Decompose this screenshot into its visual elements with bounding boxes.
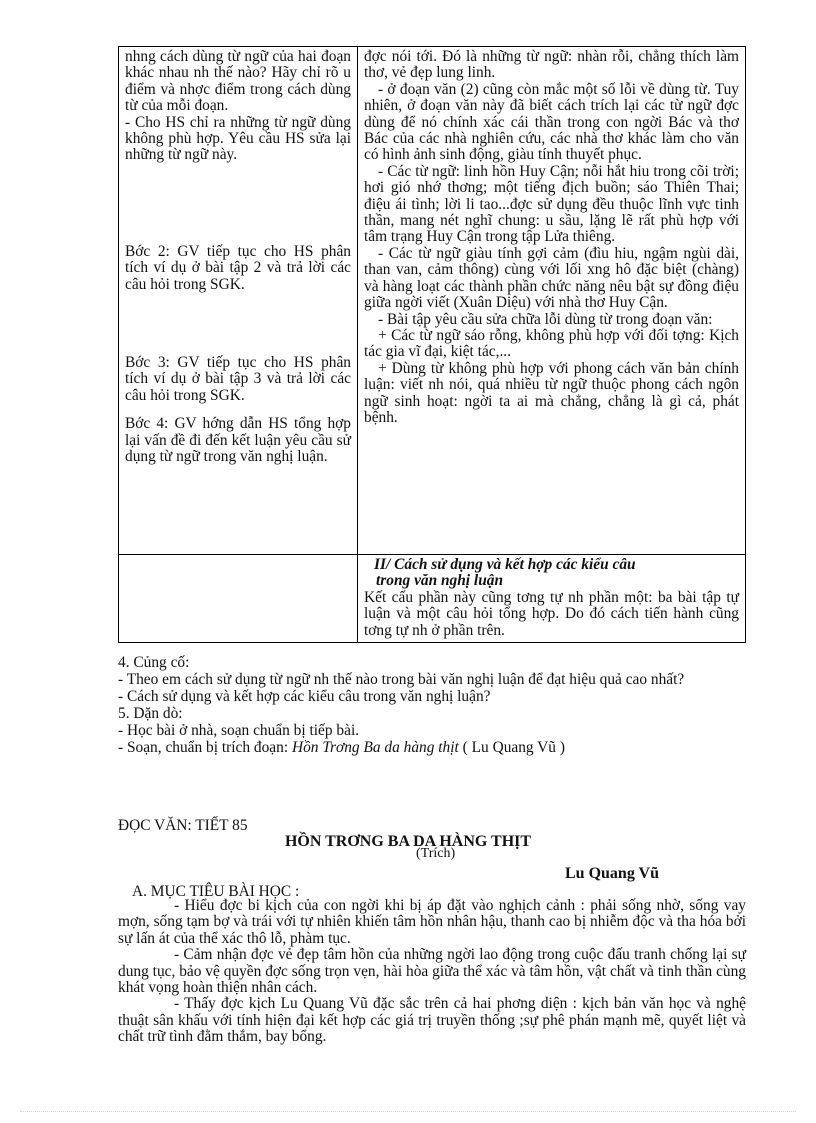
consolidation-heading: 4. Củng cố: xyxy=(118,654,190,671)
section-two-text: Kết cấu phần này cũng tơng tự nh phần một: ba bài tập tự luận và một câu hỏi tổng hợp. Do đó cách tiến hành cũng tơng tự nh ở phần trên. xyxy=(364,588,739,639)
objective-2: - Cảm nhận đợc vẻ đẹp tâm hồn của những ngời lao động trong cuộc đấu tranh chống lại sự dung tục, bảo vệ quyền đợc sống trọn vẹn, hài hòa giữa thể xác và tâm hồn, vật chất và tinh thần cùng khát vọng hoàn thiện nhân cách. xyxy=(118,946,746,997)
content-p1: đợc nói tới. Đó là những từ ngữ: nhàn rỗi, chẳng thích làm thơ, vẻ đẹp lung linh. xyxy=(364,48,739,82)
section-two-title-cont: trong văn nghị luận xyxy=(376,572,504,590)
empty-cell xyxy=(119,555,358,643)
consolidation-block xyxy=(118,654,746,756)
homework-d2-suffix: ( Lu Quang Vũ ) xyxy=(458,739,565,756)
table-row xyxy=(119,47,746,555)
content-cell xyxy=(358,47,746,555)
teacher-activity-cell xyxy=(119,47,358,555)
step2-text: Bớc 2: GV tiếp tục cho HS phân tích ví dụ ở bài tập 2 và trả lời các câu hỏi trong SGK. xyxy=(125,242,351,293)
table-row xyxy=(119,555,746,643)
page-divider xyxy=(20,1111,796,1112)
step1b-text: - Cho HS chỉ ra những từ ngữ dùng không phù hợp. Yêu cầu HS sửa lại những từ ngữ này. xyxy=(125,113,351,164)
objective-1: - Hiểu đợc bi kịch của con ngời khi bị áp đặt vào nghịch cảnh : phải sống nhờ, sống vay mợn, sống tạm bợ và trái với tự nhiên khiến tâm hồn nhân hậu, thanh cao bị nhiễm độc và tha hóa bởi sự lấn át của thể xác thô lỗ, phàm tục. xyxy=(118,897,746,947)
objective-3: - Thấy đợc kịch Lu Quang Vũ đặc sắc trên cả hai phơng diện : kịch bản văn học và nghệ thuật sân khấu với tính hiện đại kết hợp các giá trị truyền thống ;sự phê phán mạnh mẽ, quyết liệt và chất trữ tình đằm thắm, bay bổng. xyxy=(118,995,746,1046)
step1-text: nhng cách dùng từ ngữ của hai đoạn khác nhau nh thế nào? Hãy chỉ rõ u điểm và nhợc điểm trong cách dùng từ của mỗi đoạn. xyxy=(125,48,351,115)
section-two-title: II/ Cách sử dụng và kết hợp các kiểu câu xyxy=(374,556,636,573)
content-p7: + Dùng từ không phù hợp với phong cách văn bản chính luận: viết nh nói, quá nhiều từ ngữ thuộc phong cách ngôn ngữ sinh hoạt: ngời ta ai mà chẳng, chẳng là gì cả, phát bệnh. xyxy=(364,359,739,426)
step4-text: Bớc 4: GV hớng dẫn HS tổng hợp lại vấn đề đi đến kết luận yêu cầu sử dụng từ ngữ trong văn nghị luận. xyxy=(125,415,351,466)
content-p6: + Các từ ngữ sáo rỗng, không phù hợp với đối tợng: Kịch tác gia vĩ đại, kiệt tác,... xyxy=(364,326,739,361)
lesson-label: ĐỌC VĂN: TIẾT 85 xyxy=(118,817,248,834)
lesson-title: HỒN TRƠNG BA DA HÀNG THỊT xyxy=(284,833,532,850)
homework-d1: - Học bài ở nhà, soạn chuẩn bị tiếp bài. xyxy=(118,722,360,739)
homework-heading: 5. Dặn dò: xyxy=(118,705,183,722)
lesson-author: Lu Quang Vũ xyxy=(565,865,659,882)
homework-d2-prefix: - Soạn, chuẩn bị trích đoạn: xyxy=(118,739,292,756)
content-p2: - ở đoạn văn (2) cũng còn mắc một số lỗi về dùng từ. Tuy nhiên, ở đoạn văn này đã biết cách trích lại các từ ngữ đợc dùng để nó chính xác cái thần trong con ngời Bác và thơ Bác của các nhà nghiên cứu, các nhà thơ khác làm cho văn có hình ảnh sinh động, giàu tính thuyết phục. xyxy=(364,80,739,164)
content-p3: - Các từ ngữ: linh hồn Huy Cận; nỗi hắt hiu trong cõi trời; hơi gió nhớ thơng; một tiếng địch buồn; sáo Thiên Thai; điệu ái tình; lời li tao...đợc sử dụng đều thuộc lĩnh vực tinh thần, mang nét nghĩ chung: u sầu, lặng lẽ rất phù hợp với tâm trạng Huy Cận trong tập Lửa thiêng. xyxy=(364,162,739,246)
content-p5: - Bài tập yêu cầu sửa chữa lỗi dùng từ trong đoạn văn: xyxy=(378,310,713,328)
homework-d2-work: Hồn Trơng Ba da hàng thịt xyxy=(291,739,459,756)
step3-text: Bớc 3: GV tiếp tục cho HS phân tích ví dụ ở bài tập 3 và trả lời các câu hỏi trong SGK. xyxy=(125,354,351,404)
consolidation-q2: - Cách sử dụng và kết hợp các kiểu câu trong văn nghị luận? xyxy=(118,688,491,705)
homework-d2 xyxy=(118,739,746,756)
lesson-subtitle: (Trích) xyxy=(416,846,456,861)
content-p4: - Các từ ngữ giàu tính gợi cảm (đìu hiu, ngậm ngùi dài, than van, cảm thông) cùng với lối xng hô đặc biệt (chàng) và hàng loạt các thành phần chức năng nêu bật sự đồng điệu giữa ngời viết (Xuân Diệu) với nhà thơ Huy Cận. xyxy=(364,244,739,312)
lesson-table xyxy=(118,46,746,643)
consolidation-q1: - Theo em cách sử dụng từ ngữ nh thế nào trong bài văn nghị luận để đạt hiệu quả cao nhất? xyxy=(118,671,685,688)
section-two-cell xyxy=(358,555,746,643)
objectives-block xyxy=(118,898,746,1046)
objectives-heading: A. MỤC TIÊU BÀI HỌC : xyxy=(132,883,300,900)
